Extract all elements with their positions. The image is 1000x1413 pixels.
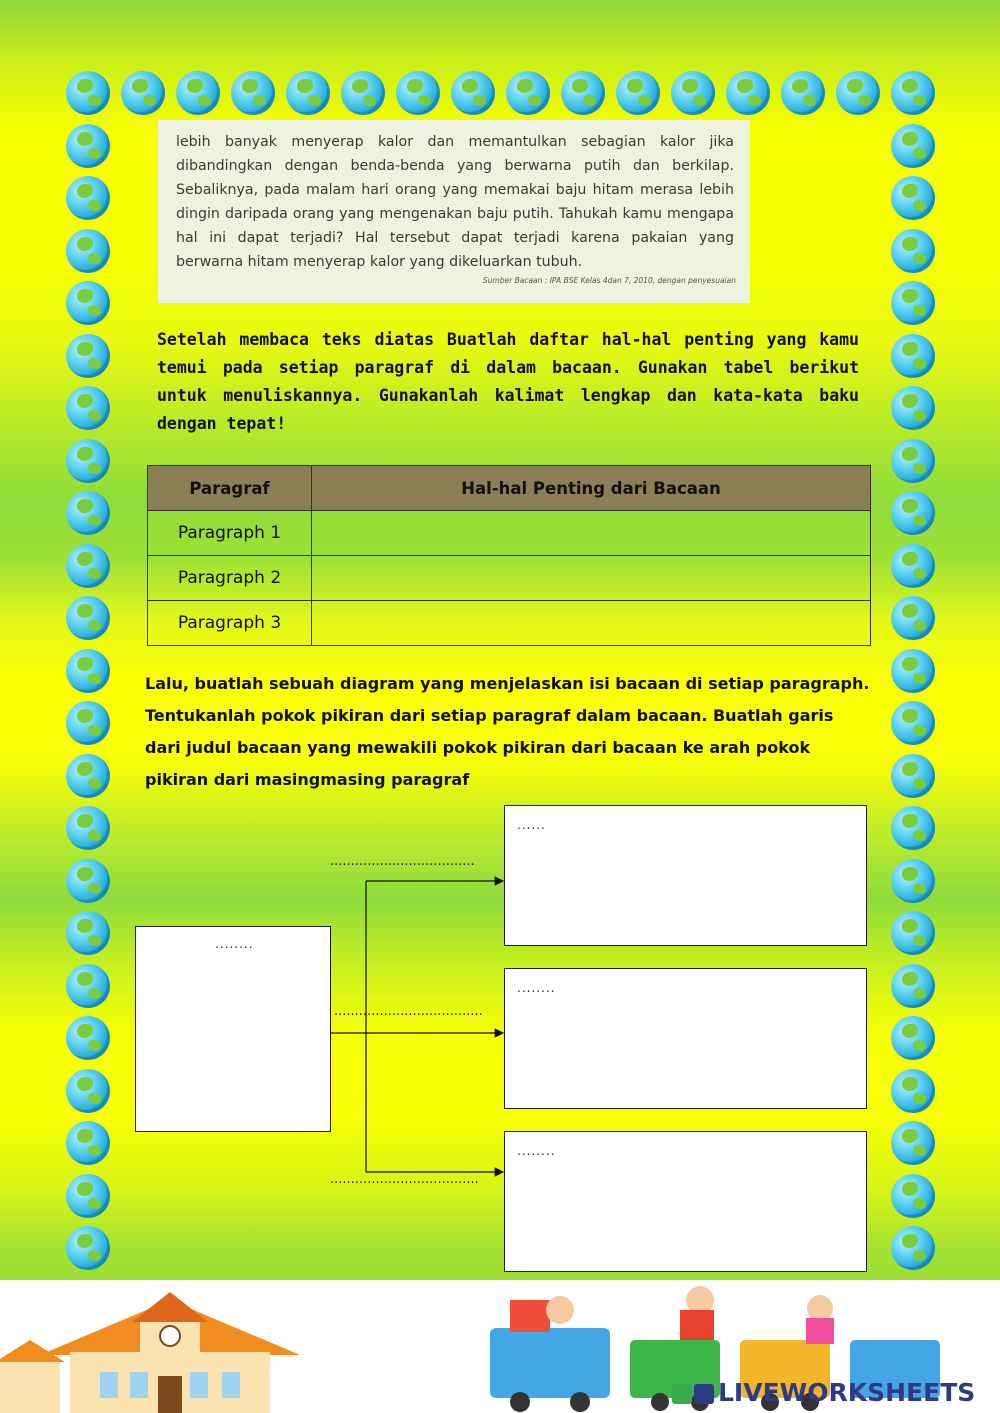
answer-line-3[interactable]: ....................................: [330, 1172, 479, 1187]
main-idea-placeholder: ........: [215, 937, 254, 951]
watermark: [672, 1378, 975, 1407]
row-label: Paragraph 3: [148, 601, 312, 646]
liveworksheets-logo-icon: [672, 1382, 716, 1406]
paragraph-box-1[interactable]: [504, 805, 867, 946]
paragraph-box-2[interactable]: [504, 968, 867, 1109]
box1-placeholder: ......: [517, 818, 546, 832]
main-idea-box[interactable]: [135, 926, 331, 1132]
box2-placeholder: ........: [517, 981, 556, 995]
instruction-table: Setelah membaca teks diatas Buatlah daftar hal-hal penting yang kamu temui pada setiap paragraf di dalam bacaan. Gunakan tabel berikut untuk menuliskannya. Gunakanlah kalimat lengkap dan kata-kata baku dengan tepat!: [157, 330, 859, 433]
box3-placeholder: ........: [517, 1144, 556, 1158]
answer-line-1[interactable]: ...................................: [330, 854, 475, 869]
paragraph-box-3[interactable]: [504, 1131, 867, 1272]
header-paragraf: Paragraf: [148, 466, 312, 511]
passage-text: lebih banyak menyerap kalor dan memantulkan sebagian kalor jika dibandingkan dengan benda-benda yang berwarna putih dan berkilap. Sebaliknya, pada malam hari orang yang memakai baju hitam merasa lebih dingin daripada orang yang mengenakan baju putih. Tahukah kamu mengapa hal ini dapat terjadi? Hal tersebut dapat terjadi karena pakaian yang berwarna hitam menyerap kalor yang dikeluarkan tubuh.: [176, 134, 734, 270]
header-hal-penting: Hal-hal Penting dari Bacaan: [312, 466, 871, 511]
answer-line-2[interactable]: ....................................: [334, 1004, 483, 1019]
instruction-diagram: Lalu, buatlah sebuah diagram yang menjelaskan isi bacaan di setiap paragraph. Tentukanlah pokok pikiran dari setiap paragraf dalam bacaan. Buatlah garis dari judul bacaan yang mewakili pokok pikiran dari bacaan ke arah pokok pikiran dari masingmasing paragraf: [145, 674, 870, 789]
row-label: Paragraph 2: [148, 556, 312, 601]
row-label: Paragraph 1: [148, 511, 312, 556]
watermark-text: LIVEWORKSHEETS: [718, 1378, 976, 1407]
passage-source: Sumber Bacaan : IPA BSE Kelas 4dan 7, 2010, dengan penyesuaian: [482, 276, 736, 285]
